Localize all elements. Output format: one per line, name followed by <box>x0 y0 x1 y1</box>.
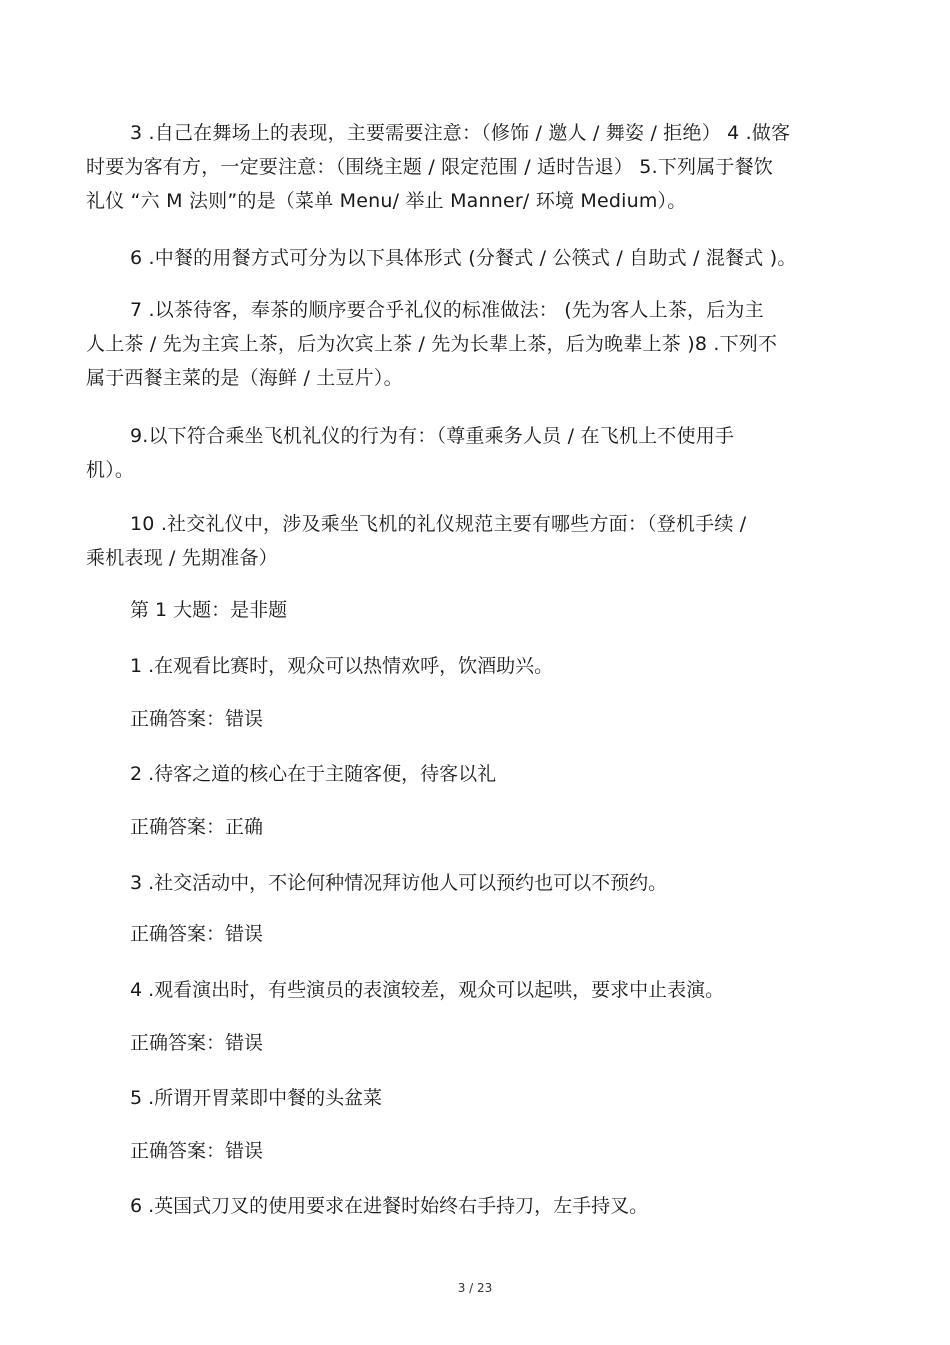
paragraph-line: 10 .社交礼仪中，涉及乘坐飞机的礼仪规范主要有哪些方面：（登机手续 / <box>130 513 747 535</box>
paragraph-line: 礼仪 “六 M 法则”的是（菜单 Menu/ 举止 Manner/ 环境 Medium）。 <box>86 190 687 212</box>
answer-2: 正确答案：正确 <box>130 816 264 838</box>
question-6: 6 .英国式刀叉的使用要求在进餐时始终右手持刀，左手持叉。 <box>130 1195 649 1217</box>
question-1: 1 .在观看比赛时，观众可以热情欢呼，饮酒助兴。 <box>130 655 554 677</box>
paragraph-q6 <box>86 241 856 275</box>
paragraph-line: 6 .中餐的用餐方式可分为以下具体形式 (分餐式 / 公筷式 / 自助式 / 混餐式 )。 <box>130 247 797 269</box>
paragraph-q9 <box>86 419 856 487</box>
paragraph-q7-q8 <box>86 293 856 395</box>
page-number: 3 / 23 <box>457 1281 493 1295</box>
paragraph-line: 属于西餐主菜的是（海鲜 / 土豆片）。 <box>86 367 403 389</box>
paragraph-line: 人上茶 / 先为主宾上茶，后为次宾上茶 / 先为长辈上茶，后为晚辈上茶 )8 .下列不 <box>86 333 778 355</box>
paragraph-line: 7 .以茶待客，奉茶的顺序要合乎礼仪的标准做法： (先为客人上茶，后为主 <box>130 299 764 321</box>
answer-1: 正确答案：错误 <box>130 708 264 730</box>
paragraph-q10 <box>86 507 856 575</box>
question-5: 5 .所谓开胃菜即中餐的头盆菜 <box>130 1087 383 1109</box>
paragraph-line: 时要为客有方，一定要注意：（围绕主题 / 限定范围 / 适时告退） 5.下列属于餐饮 <box>86 156 774 178</box>
paragraph-line: 3 .自己在舞场上的表现，主要需要注意：（修饰 / 邀人 / 舞姿 / 拒绝） 4 .做客 <box>130 122 791 144</box>
answer-3: 正确答案：错误 <box>130 923 264 945</box>
section-heading: 第 1 大题：是非题 <box>130 599 288 621</box>
question-4: 4 .观看演出时，有些演员的表演较差，观众可以起哄，要求中止表演。 <box>130 979 725 1001</box>
question-2: 2 .待客之道的核心在于主随客便，待客以礼 <box>130 763 497 785</box>
paragraph-line: 9.以下符合乘坐飞机礼仪的行为有：（尊重乘务人员 / 在飞机上不使用手 <box>130 425 735 447</box>
answer-4: 正确答案：错误 <box>130 1032 264 1054</box>
paragraph-q3-q5 <box>86 116 856 218</box>
question-3: 3 .社交活动中，不论何种情况拜访他人可以预约也可以不预约。 <box>130 872 668 894</box>
answer-5: 正确答案：错误 <box>130 1140 264 1162</box>
paragraph-line: 机）。 <box>86 459 135 481</box>
paragraph-line: 乘机表现 / 先期准备） <box>86 547 278 569</box>
